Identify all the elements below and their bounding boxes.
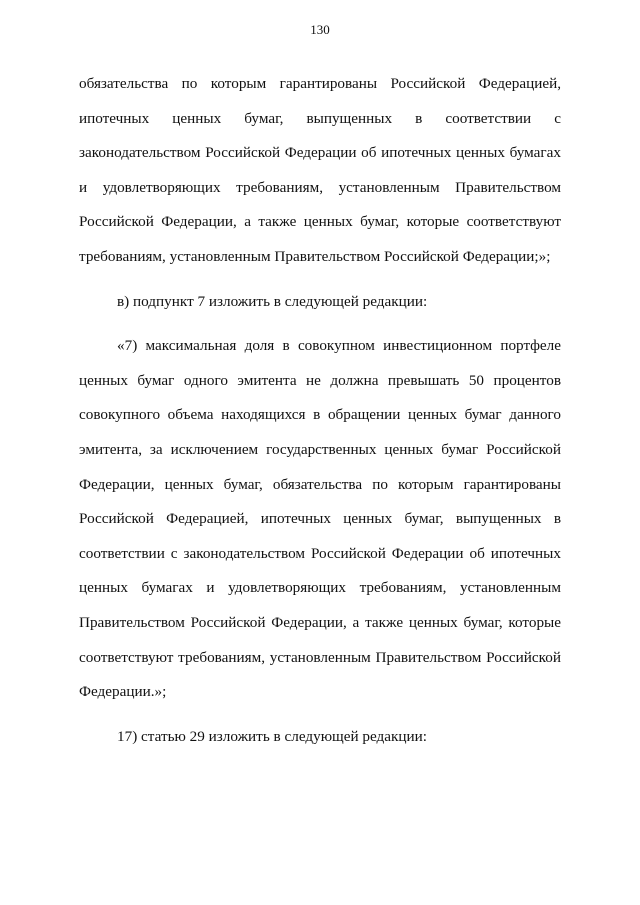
text-line: Федерации, ценных бумаг, обязательства по которым гарантированы <box>79 475 561 493</box>
text-line: ценных бумагах и удовлетворяющих требованиям, установленным <box>79 579 561 597</box>
paragraph-continuation <box>79 67 561 275</box>
text-line: «7) максимальная доля в совокупном инвестиционном портфеле <box>117 337 561 355</box>
document-body <box>79 67 561 754</box>
text-line: Правительством Российской Федерации, а также ценных бумаг, которые <box>79 613 561 631</box>
text-line: соответствии с законодательством Российской Федерации об ипотечных <box>79 544 561 562</box>
text-line: и удовлетворяющих требованиям, установленным Правительством <box>79 178 561 196</box>
paragraph-subitem-v <box>79 285 561 320</box>
text-line: законодательством Российской Федерации об ипотечных ценных бумагах <box>79 144 561 162</box>
text-line: Российской Федерацией, ипотечных ценных бумаг, выпущенных в <box>79 510 561 528</box>
text-line: эмитента, за исключением государственных ценных бумаг Российской <box>79 440 561 458</box>
text-line: ценных бумаг одного эмитента не должна превышать 50 процентов <box>79 371 561 389</box>
text-line: в) подпункт 7 изложить в следующей редакции: <box>117 292 428 310</box>
text-line: 17) статью 29 изложить в следующей редакции: <box>117 727 427 745</box>
text-line: требованиям, установленным Правительством Российской Федерации;»; <box>79 247 551 265</box>
text-line: соответствуют требованиям, установленным Правительством Российской <box>79 648 561 666</box>
text-line: обязательства по которым гарантированы Российской Федерацией, <box>79 75 561 92</box>
text-line: Федерации.»; <box>79 683 167 701</box>
text-line: совокупного объема находящихся в обращении ценных бумаг данного <box>79 406 561 424</box>
page-number: 130 <box>310 22 330 37</box>
paragraph-article-17 <box>79 720 561 755</box>
text-line: Российской Федерации, а также ценных бумаг, которые соответствуют <box>79 213 561 231</box>
text-line: ипотечных ценных бумаг, выпущенных в соответствии с <box>79 109 561 127</box>
paragraph-item-7 <box>79 329 561 710</box>
